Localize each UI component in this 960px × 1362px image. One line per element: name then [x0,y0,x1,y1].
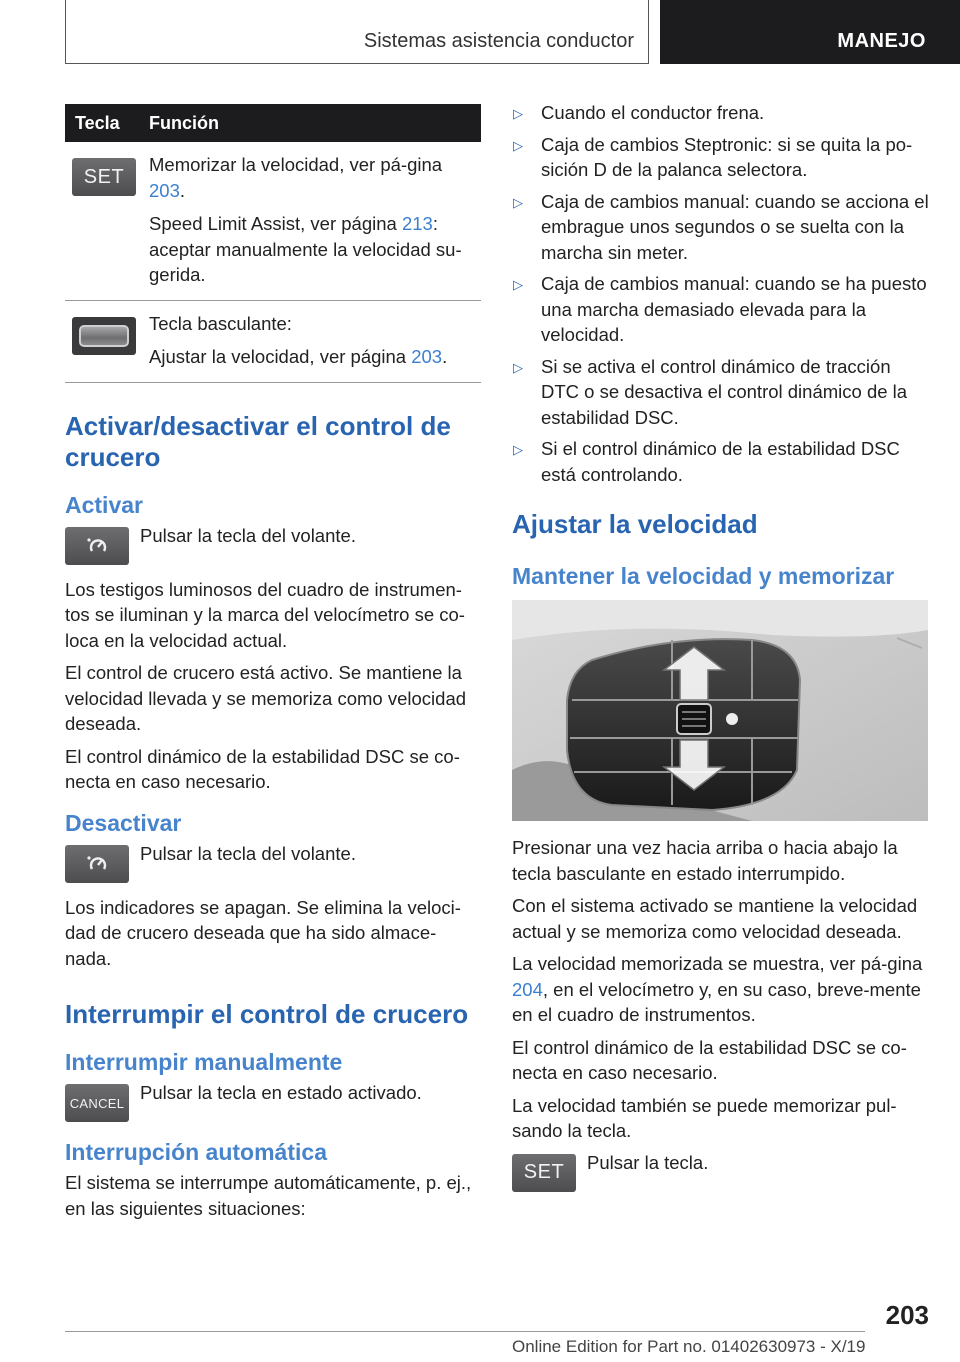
heading-activate: Activar [65,491,143,518]
rocker-switch-icon [72,317,136,355]
keep-speed-paragraph: El control dinámico de la estabilidad DSC se co-necta en caso necesario. [512,1036,907,1083]
deactivate-step: Pulsar la tecla del volante. [140,842,356,864]
right-column [512,100,930,1204]
activate-paragraph: Los testigos luminosos del cuadro de instrumen-tos se iluminan y la marca del velocímetro se co-loca en la velocidad actual. [65,578,465,651]
section-title: Sistemas asistencia conductor [363,30,634,52]
table-row [65,301,481,383]
deactivate-paragraph: Los indicadores se apagan. Se elimina la veloci-dad de crucero deseada que ha sido almace-nada. [65,896,461,969]
heading-interrupt-auto: Interrupción automática [65,1139,327,1165]
heading-interrupt-manual: Interrumpir manualmente [65,1049,343,1075]
keep-speed-paragraph: La velocidad memorizada se muestra, ver pá-gina 204, en el velocímetro y, en su caso, breve-mente en el cuadro de instrumentos. [512,953,923,1025]
cruise-control-key-icon [65,845,129,883]
list-item: ▷ Caja de cambios manual: cuando se ha puesto una marcha demasiado elevada para la velocidad. [512,271,930,348]
left-column [65,104,481,1228]
set-key-icon: SET [512,1154,576,1192]
table-header [65,104,481,142]
table-cell-text: Tecla basculante: [149,312,292,334]
header-section-box [65,0,649,64]
activate-paragraph: El control dinámico de la estabilidad DSC se co-necta en caso necesario. [65,745,460,792]
list-item: ▷ Si el control dinámico de la estabilidad DSC está controlando. [512,436,930,487]
heading-keep-speed: Mantener la velocidad y memorizar [512,563,895,589]
activate-step: Pulsar la tecla del volante. [140,524,356,546]
page-link[interactable]: 213 [401,213,433,234]
set-step: Pulsar la tecla. [587,1151,709,1173]
table-cell-text: Memorizar la velocidad, ver pá-gina 203. [149,154,443,201]
page-link[interactable]: 204 [512,978,543,1000]
cancel-key-icon: CANCEL [65,1084,129,1122]
heading-deactivate: Desactivar [65,809,182,836]
set-key-icon: SET [72,158,136,196]
page-number: 203 [885,1300,929,1330]
page-link[interactable]: 203 [149,179,180,201]
footer-divider [65,1331,865,1332]
interrupt-auto-paragraph: El sistema se interrumpe automáticamente, p. ej., en las siguientes situaciones: [65,1172,472,1219]
table-cell-text: Speed Limit Assist, ver página 213: aceptar manualmente la velocidad su-gerida. [149,213,462,285]
keep-speed-paragraph: Con el sistema activado se mantiene la velocidad actual y se memoriza como velocidad deseada. [512,895,918,942]
table-row [65,142,481,301]
interrupt-step: Pulsar la tecla en estado activado. [140,1082,422,1103]
list-item: ▷ Caja de cambios Steptronic: si se quita la po-sición D de la palanca selectora. [512,132,930,183]
interrupt-situations-list [512,100,930,487]
list-item: ▷ Caja de cambios manual: cuando se acciona el embrague unos segundos o se suelta con la marcha sin meter. [512,189,930,266]
cruise-control-key-icon [65,527,129,565]
heading-interrupt: Interrumpir el control de crucero [65,999,469,1029]
table-header-function: Función [149,112,219,133]
activate-paragraph: El control de crucero está activo. Se mantiene la velocidad llevada y se memoriza como velocidad deseada. [65,662,467,734]
function-table [65,104,481,383]
heading-adjust-speed: Ajustar la velocidad [512,509,758,539]
heading-activate-deactivate: Activar/desactivar el control de crucero [65,410,451,472]
chapter-title: MANEJO [837,30,926,52]
table-cell-text: Ajustar la velocidad, ver página 203. [149,346,448,367]
page-link[interactable]: 203 [411,346,443,367]
list-item: ▷ Si se activa el control dinámico de tracción DTC o se desactiva el control dinámico de la estabilidad DSC. [512,354,930,431]
list-item: ▷ Cuando el conductor frena. [512,100,930,126]
table-header-key: Tecla [75,112,120,133]
keep-speed-paragraph: Presionar una vez hacia arriba o hacia abajo la tecla basculante en estado interrumpido. [512,837,898,884]
footer-edition: Online Edition for Part no. 01402630973 - X/19 [512,1337,866,1356]
keep-speed-paragraph: La velocidad también se puede memorizar pul-sando la tecla. [512,1094,897,1141]
header-chapter-box [660,0,960,64]
steering-wheel-buttons-image [512,600,928,821]
